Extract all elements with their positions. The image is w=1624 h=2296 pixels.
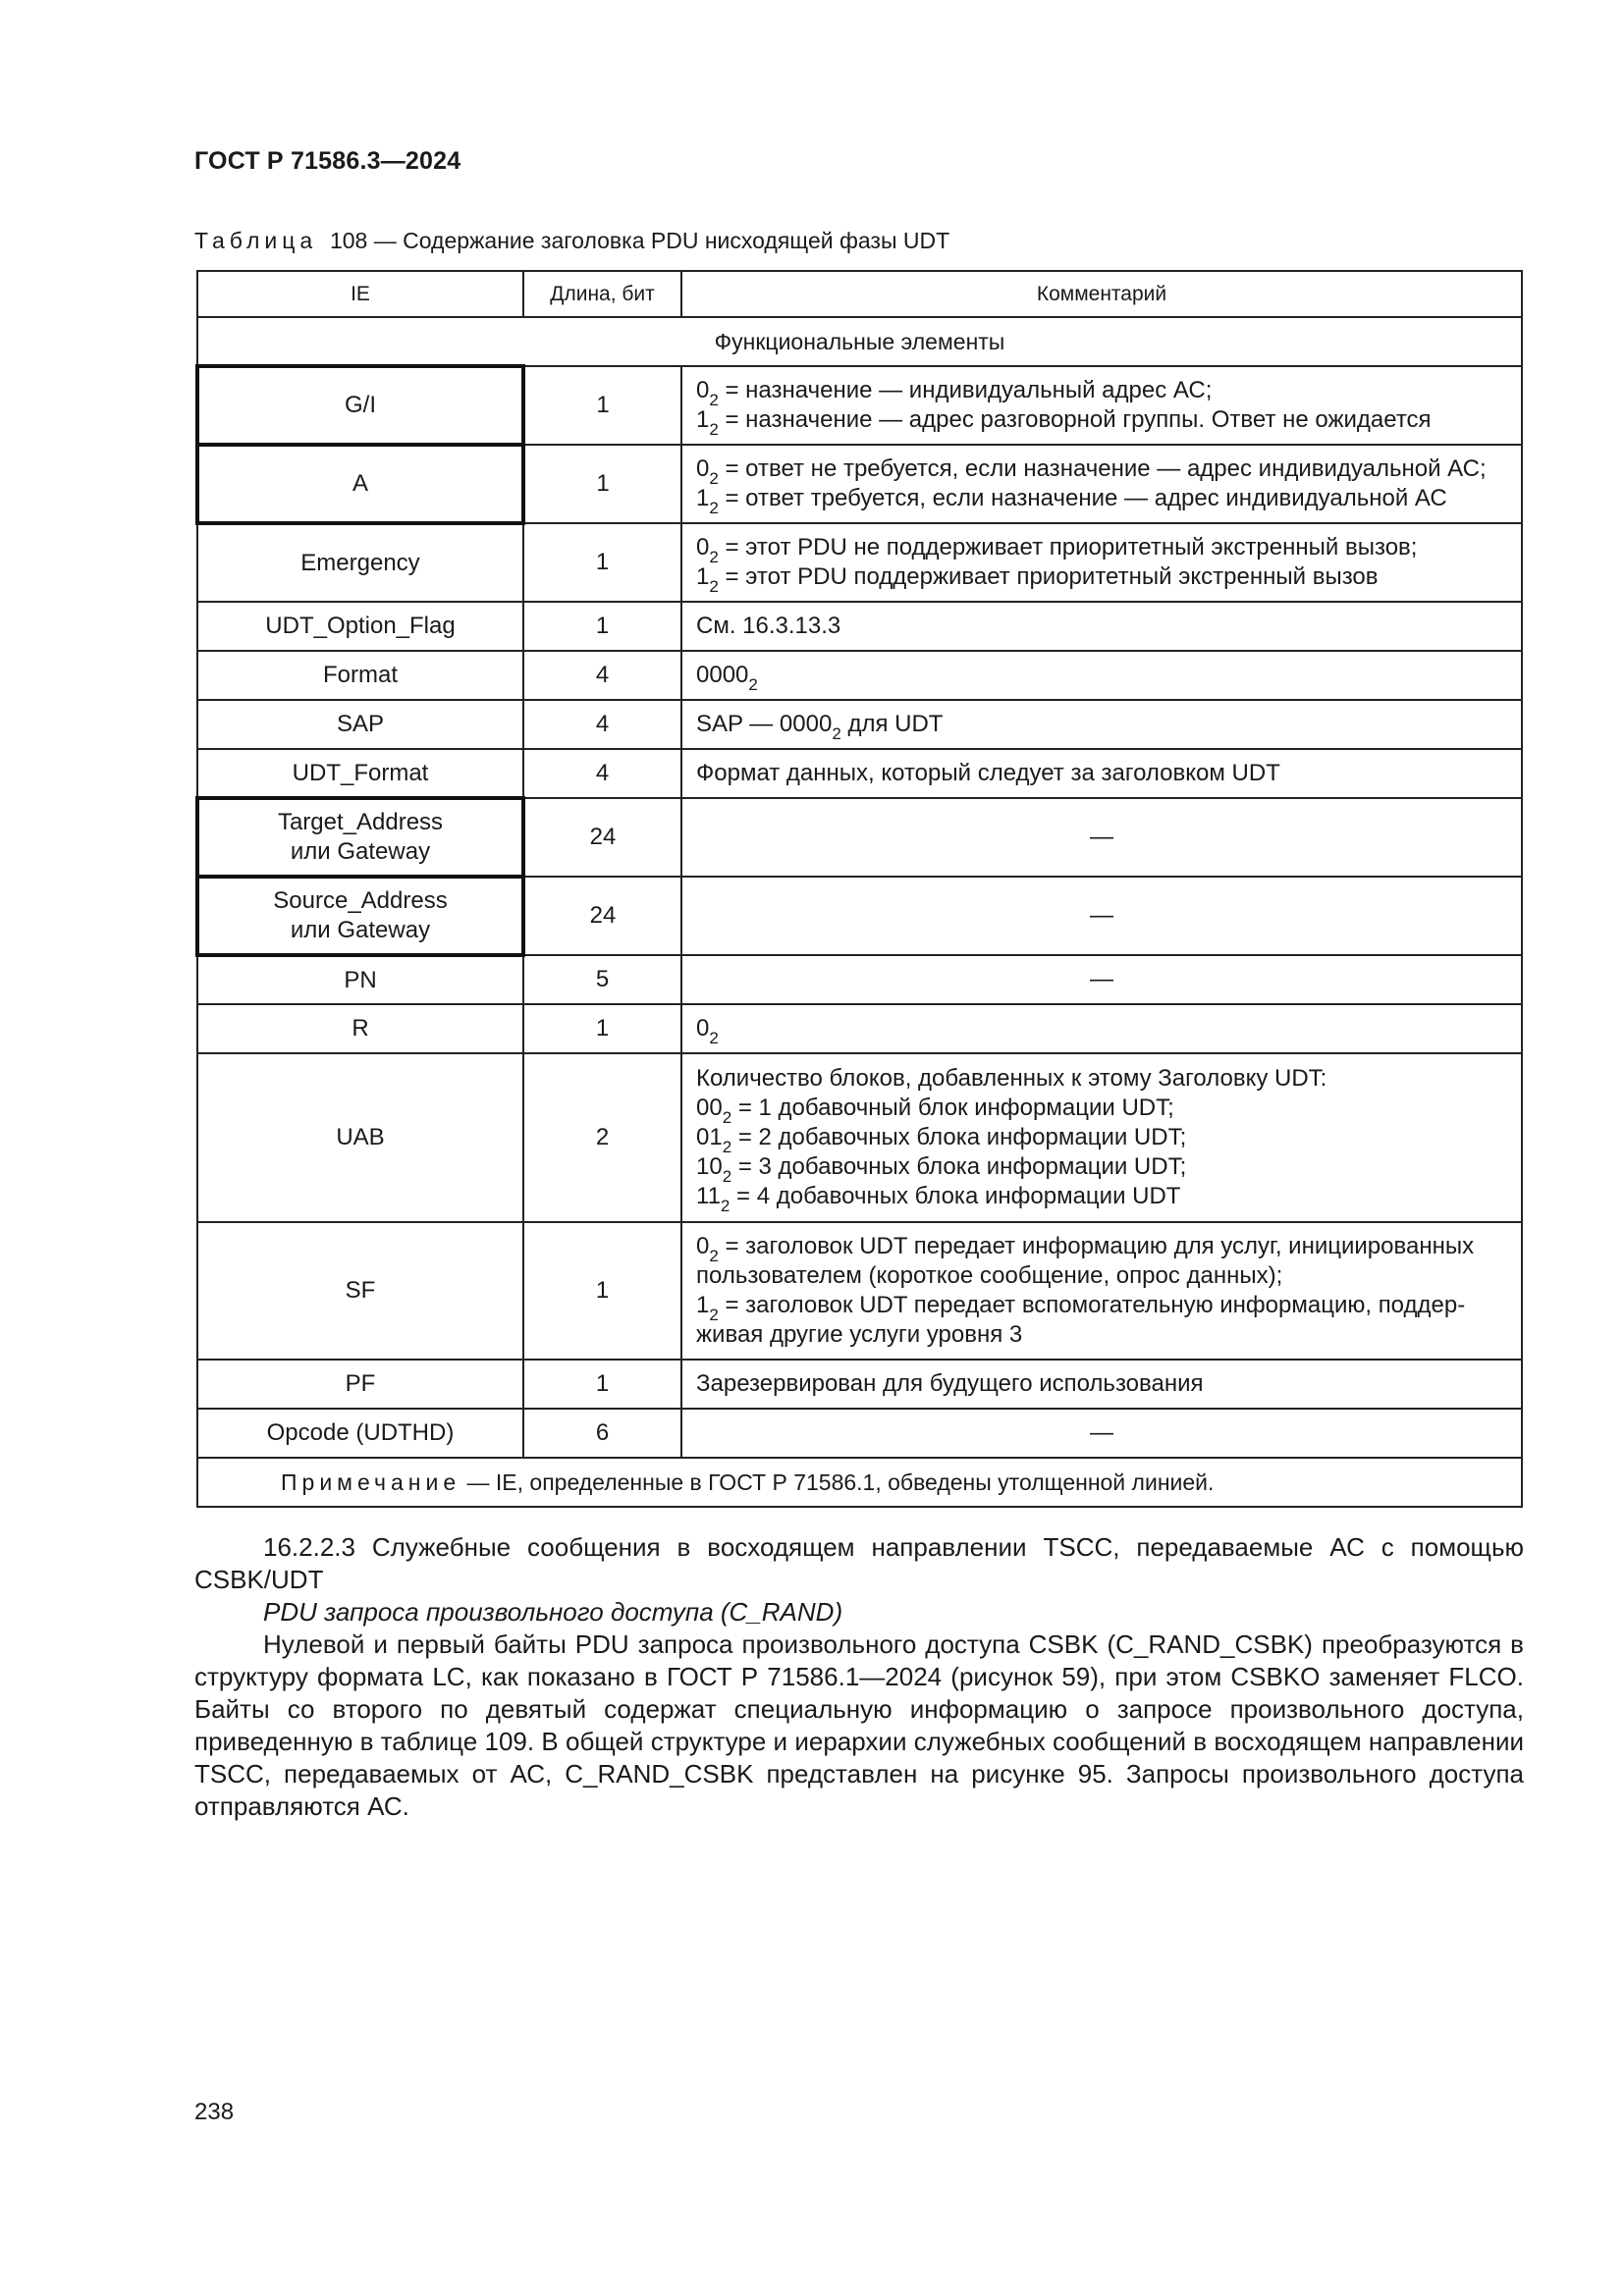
caption-text: 108 — Содержание заголовка PDU нисходящей фазы UDT — [329, 228, 950, 253]
ie-table — [195, 270, 1523, 1508]
comment-cell: $0_2$ = этот PDU не поддерживает приоритетный экстренный вызов; $1_2$ = этот PDU поддерживает приоритетный экстренный вызов — [681, 523, 1522, 602]
comment-cell: $0_2$ = заголовок UDT передает информацию для услуг, инициированных пользователем (короткое сообщение, опрос данных); $1_2$ = заголовок UDT передает вспомогательную информацию, поддер- живая другие услуги уровня 3 — [681, 1222, 1522, 1360]
subsection-title: PDU запроса произвольного доступа (C_RAND) — [263, 1597, 843, 1627]
section-row — [197, 317, 1522, 366]
length-cell: 5 — [523, 955, 681, 1004]
ie-cell: Opcode (UDTHD) — [197, 1409, 523, 1458]
table-caption — [194, 228, 949, 254]
ie-cell: UDT_Option_Flag — [197, 602, 523, 651]
table-row — [197, 523, 1522, 602]
ie-cell: PF — [197, 1360, 523, 1409]
table-row — [197, 1053, 1522, 1222]
ie-cell: R — [197, 1004, 523, 1053]
body-text — [194, 1531, 1524, 1823]
comment-cell: $0_2$ = назначение — индивидуальный адрес АС; $1_2$ = назначение — адрес разговорной группы. Ответ не ожидается — [681, 366, 1522, 445]
length-cell: 1 — [523, 1004, 681, 1053]
header-length: Длина, бит — [523, 271, 681, 317]
table-row — [197, 700, 1522, 749]
length-cell: 4 — [523, 749, 681, 798]
body-paragraph: Нулевой и первый байты PDU запроса произвольного доступа CSBK (C_RAND_CSBK) преобразуются в структуру формата LC, как показано в ГОСТ Р 71586.1—2024 (рисунок 59), при этом CSBKO заменяет FLCO. Байты со второго по девятый содержат специальную информацию о запросе произвольного доступа, приведенную в таблице 109. В общей структуре и иерархии служебных сообщений в восходящем направлении TSCC, передаваемых от АС, C_RAND_CSBK представлен на рисунке 95. Запросы произвольного доступа отправляются АС. — [194, 1629, 1524, 1821]
length-cell: 1 — [523, 1360, 681, 1409]
comment-cell: См. 16.3.13.3 — [681, 602, 1522, 651]
length-cell: 24 — [523, 877, 681, 955]
length-cell: 4 — [523, 651, 681, 700]
section-title: Функциональные элементы — [197, 317, 1522, 366]
comment-cell: — — [681, 798, 1522, 877]
table-row — [197, 1409, 1522, 1458]
ie-cell: Source_Address или Gateway — [197, 877, 523, 955]
ie-cell: SF — [197, 1222, 523, 1360]
ie-cell: Emergency — [197, 523, 523, 602]
note-row — [197, 1458, 1522, 1507]
comment-cell: — — [681, 955, 1522, 1004]
ie-cell: A — [197, 445, 523, 523]
length-cell: 1 — [523, 602, 681, 651]
comment-cell: Зарезервирован для будущего использования — [681, 1360, 1522, 1409]
note-label: Примечание — [281, 1469, 461, 1495]
ie-cell: UDT_Format — [197, 749, 523, 798]
table-row — [197, 1360, 1522, 1409]
ie-cell: UAB — [197, 1053, 523, 1222]
table-row — [197, 1222, 1522, 1360]
table-row — [197, 877, 1522, 955]
table-row — [197, 955, 1522, 1004]
comment-cell: Количество блоков, добавленных к этому Заголовку UDT: $00_2 = 1$ добавочный блок информации UDT; $01_2 = 2$ добавочных блока информации UDT; $10_2 = 3$ добавочных блока информации UDT; $11_2 = 4$ добавочных блока информации UDT — [681, 1053, 1522, 1222]
ie-cell: Format — [197, 651, 523, 700]
length-cell: 1 — [523, 523, 681, 602]
comment-cell: $0_2$ — [681, 1004, 1522, 1053]
table-note — [197, 1458, 1522, 1507]
section-heading: 16.2.2.3 Служебные сообщения в восходящем направлении TSCC, передаваемые АС с помощью CSBK/UDT — [194, 1532, 1524, 1594]
header-comment: Комментарий — [681, 271, 1522, 317]
comment-cell: $0_2$ = ответ не требуется, если назначение — адрес индивидуальной АС; $1_2$ = ответ требуется, если назначение — адрес индивидуальной АС — [681, 445, 1522, 523]
length-cell: 2 — [523, 1053, 681, 1222]
length-cell: 24 — [523, 798, 681, 877]
document-header: ГОСТ Р 71586.3—2024 — [194, 147, 461, 175]
length-cell: 4 — [523, 700, 681, 749]
table-row — [197, 366, 1522, 445]
caption-label: Таблица — [194, 228, 318, 253]
ie-cell: G/I — [197, 366, 523, 445]
ie-cell: PN — [197, 955, 523, 1004]
table-row — [197, 651, 1522, 700]
table-row — [197, 1004, 1522, 1053]
table-row — [197, 798, 1522, 877]
table-header-row — [197, 271, 1522, 317]
comment-cell: — — [681, 1409, 1522, 1458]
table-row — [197, 602, 1522, 651]
header-ie: IE — [197, 271, 523, 317]
length-cell: 1 — [523, 445, 681, 523]
comment-cell: — — [681, 877, 1522, 955]
table-row — [197, 445, 1522, 523]
ie-cell: Target_Address или Gateway — [197, 798, 523, 877]
length-cell: 1 — [523, 366, 681, 445]
note-text: — IE, определенные в ГОСТ Р 71586.1, обведены утолщенной линией. — [460, 1469, 1215, 1495]
ie-cell: SAP — [197, 700, 523, 749]
comment-cell: Формат данных, который следует за заголовком UDT — [681, 749, 1522, 798]
comment-cell: $0000_2$ — [681, 651, 1522, 700]
comment-cell: SAP — $0000_2$ для UDT — [681, 700, 1522, 749]
length-cell: 1 — [523, 1222, 681, 1360]
page-number: 238 — [194, 2099, 235, 2125]
length-cell: 6 — [523, 1409, 681, 1458]
table-row — [197, 749, 1522, 798]
